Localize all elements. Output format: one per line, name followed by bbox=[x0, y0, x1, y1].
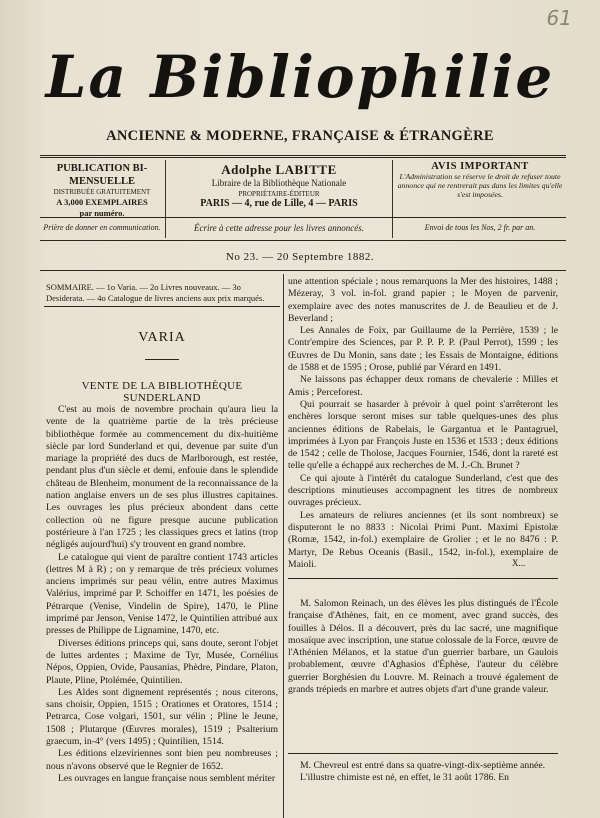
paragraph: Les Aldes sont dignement représentés ; nous citerons, sans choisir, Oppien, 1515 ; Orationes et Oratores, 1514 ; Petrarca, Cose volgari, 1501, sur vélin ; Pline le Jeune, 1508 ; Plutarque (Œuvres morales), 1519 ; Psalterium graecum, in-4° (vers 1495) ; Quintilien, 1514. bbox=[46, 686, 278, 748]
news-divider-rule bbox=[288, 753, 558, 754]
paragraph: une attention spéciale ; nous remarquons la Mer des histoires, 1488 ; Mézeray, 3 vol. in-fol. grand papier ; le Moyen de parvenir, exemplaire avec des notes manuscrites de J. de Beaulieu et de J. Beverland ; bbox=[288, 276, 558, 324]
publisher-owner: PROPRIÉTAIRE-ÉDITEUR bbox=[238, 189, 320, 198]
paragraph: Qui pourrait se hasarder à prévoir à quel point s'arrêteront les enchères lorsque seront mises sur table quelques-unes des plus anciennes éditions de Rabelais, le Gargantua et le Pantagruel, imprimées à Lyon par François Juste en 1536 et 1533 ; deux éditions de 1542 ; celle de Tholose, Jacques Fournier, 1546, dont la rareté est telle qu'elle a échappé aux recherches de M. J.-Ch. Brunet ? bbox=[288, 398, 558, 472]
publication-distribution: DISTRIBUÉE GRATUITEMENT bbox=[53, 188, 151, 197]
page-number-annotation: 61 bbox=[546, 6, 572, 30]
left-column-text bbox=[46, 404, 278, 785]
chevreul-news bbox=[288, 760, 558, 785]
paragraph: L'illustre chimiste est né, en effet, le 31 août 1786. En bbox=[300, 772, 509, 784]
paragraph: Les ouvrages en langue française nous semblent mériter bbox=[58, 772, 276, 784]
column-divider bbox=[283, 274, 284, 818]
right-column-text bbox=[288, 276, 558, 571]
masthead-subtitle: ANCIENNE & MODERNE, FRANÇAISE & ÉTRANGÈRE bbox=[106, 128, 494, 144]
notice-box bbox=[395, 160, 565, 200]
article-signature: X... bbox=[512, 558, 526, 568]
paragraph: Ne laissons pas échapper deux romans de chevalerie : Milles et Amis ; Perceforest. bbox=[288, 374, 558, 398]
paragraph: Les éditions elzeviriennes sont bien peu nombreuses ; nous n'avons observé que le Regnier de 1652. bbox=[46, 748, 278, 772]
publisher-address: PARIS — 4, rue de Lille, 4 — PARIS bbox=[200, 198, 358, 210]
paragraph: Les Annales de Foix, par Guillaume de la Perrière, 1539 ; le Contr'empire des Sciences, par P. P. P. P. (Paul Perrot), 1599 ; les Œuvres de Du Monin, sans date ; les Essais de Montaigne, éditions de 1588 et de 1595 ; Orose, publié par Vérard en 1491. bbox=[288, 325, 558, 374]
publication-per-issue: par numéro. bbox=[79, 207, 125, 218]
article-title: VENTE DE LA BIBLIOTHÈQUE SUNDERLAND bbox=[81, 380, 243, 404]
publication-info-box bbox=[40, 162, 164, 218]
header-divider-right bbox=[392, 160, 393, 238]
issue-rule bbox=[40, 270, 566, 271]
header-bottom-rule bbox=[40, 240, 566, 241]
notice-title: AVIS IMPORTANT bbox=[431, 161, 529, 172]
reinach-news bbox=[288, 598, 558, 696]
table-of-contents: SOMMAIRE. — 1o Varia. — 2o Livres nouveaux. — 3o Desiderata. — 4o Catalogue de livres anciens aux prix marqués. bbox=[46, 282, 265, 303]
issue-line: No 23. — 20 Septembre 1882. bbox=[225, 251, 375, 263]
publisher-name: Adolphe LABITTE bbox=[221, 162, 337, 177]
publisher-info-box bbox=[168, 162, 390, 211]
paragraph: C'est au mois de novembre prochain qu'aura lieu la vente de la quatrième partie de la très précieuse bibliothèque formée au commencement du dix-huitième siècle par lord Sunderland et qui, devenue par suite d'un mariage la propriété des ducs de Marlborough, est restée, pendant plus d'un siècle et demi, enfouie dans le splendide château de Blenheim, monument de la reconnaissance de la nation anglaise envers un de ses plus illustres capitaines. Les ouvrages les plus précieux abondent dans cette collection où ne figure presque aucune publication postérieure à l'an 1725 ; les classiques grecs et latins (trop négligés aujourd'hui) s'y trouvent en grand nombre. bbox=[46, 404, 278, 551]
publisher-footer: Écrire à cette adresse pour les livres annoncés. bbox=[194, 223, 364, 233]
header-top-rule bbox=[40, 155, 566, 156]
header-top-rule-2 bbox=[40, 157, 566, 158]
notice-footer: Envoi de tous les Nos, 2 fr. par an. bbox=[424, 223, 536, 232]
publication-copies: A 3,000 EXEMPLAIRES bbox=[56, 197, 148, 207]
section-title: VARIA bbox=[138, 330, 186, 345]
article-end-rule bbox=[288, 578, 558, 579]
section-divider bbox=[145, 359, 179, 360]
notice-body: L'Administration se réserve le droit de refuser toute annonce qui ne rentrerait pas dans les limites qu'elle s'est imposées. bbox=[397, 172, 563, 200]
publication-title: PUBLICATION BI-MENSUELLE bbox=[56, 163, 148, 188]
header-divider-left bbox=[165, 160, 166, 238]
paragraph: Diverses éditions princeps qui, sans doute, seront l'objet de luttes ardentes ; Maxime de Tyr, Musée, Cornélius Népos, Oppien, Ovide, Pausanias, Phèdre, Pindare, Platon, Plaute, Pline, Ptolémée, Quintilien. bbox=[46, 637, 278, 686]
paragraph: M. Chevreul est entré dans sa quatre-vingt-dix-septième année. bbox=[300, 760, 546, 771]
publication-footer: Prière de donner en communication. bbox=[43, 223, 161, 232]
masthead-title: La Bibliophilie bbox=[45, 43, 555, 111]
paragraph: Les amateurs de reliures anciennes (et ils sont nombreux) se disputeront le no 8833 : Nicolai Primi Punt. Maximi Epistolæ (Romæ, 1542, in-fol.) exemplaire de Grolier ; et le no 8476 : P. Martyr, De Rebus Oceanis (Basil., 1542, in-fol.), exemplaire de Maioli. bbox=[288, 509, 558, 570]
paragraph: M. Salomon Reinach, un des élèves les plus distingués de l'École française d'Athènes, fait, en ce moment, avec grand succès, des fouilles à Délos. Il a découvert, près du lac sacré, une magnifique mosaïque avec inscription, une statue colossale de la Force, œuvre de l'Athénien Mélanos, et la statue d'un guerrier barbare, un Gaulois probablement, œuvre d'Aghasios d'Éphèse, l'auteur du célèbre guerrier Borghésien du Louvre. M. Reinach a trouvé également de grands trépieds en marbre et autres objets d'art d'une grande valeur. bbox=[288, 598, 558, 696]
publisher-role: Libraire de la Bibliothèque Nationale bbox=[211, 178, 347, 189]
paragraph: Ce qui ajoute à l'intérêt du catalogue Sunderland, c'est que des descriptions minutieuses accompagnent les titres de nombreux ouvrages précieux. bbox=[288, 472, 558, 509]
summary-rule bbox=[44, 306, 280, 307]
paragraph: Le catalogue qui vient de paraître contient 1743 articles (lettres M à R) ; on y remarque de très précieux volumes anciens imprimés sur peau vélin, entre autres Maximus Valérius, imprimé par P. Schoiffer en 1471, les poésies de Pétrarque (Venise, Vindelin de Spire), 1470, le Pline imprimé par Jenson, Venise 1472, le Quintilien attribué aux presses de Philippe de Lignamine, 1470, etc. bbox=[46, 551, 278, 637]
